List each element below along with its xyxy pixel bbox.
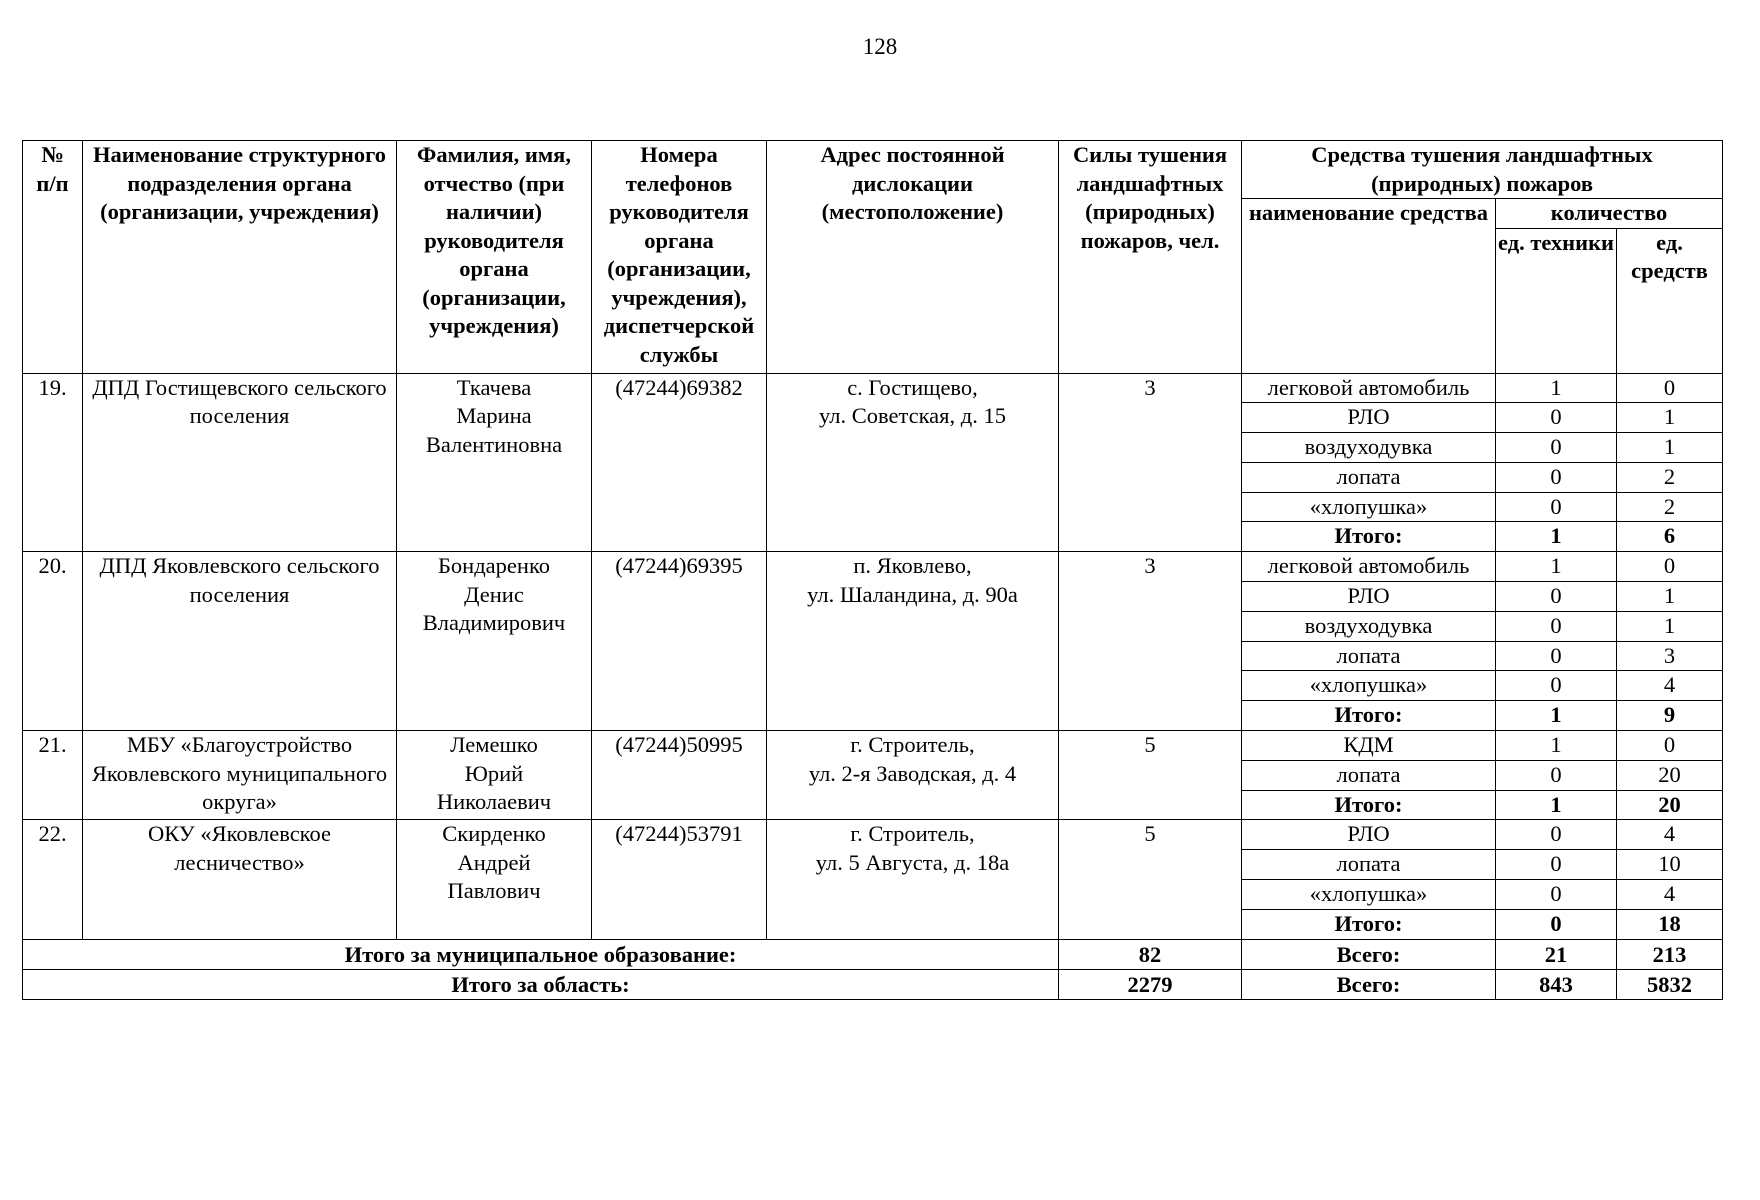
row-number: 19. bbox=[23, 373, 83, 552]
means-units: 3 bbox=[1617, 641, 1723, 671]
page-number: 128 bbox=[862, 34, 898, 59]
total-forces: 82 bbox=[1059, 939, 1242, 969]
fire-means-table bbox=[22, 140, 1723, 1000]
tech-units: 0 bbox=[1496, 462, 1617, 492]
means-name: РЛО bbox=[1242, 403, 1496, 433]
forces-count: 5 bbox=[1059, 731, 1242, 820]
header-name: Наименование структурного подразделения органа (организации, учреждения) bbox=[83, 141, 397, 374]
row-number: 22. bbox=[23, 820, 83, 939]
header-means: Средства тушения ландшафтных (природных) пожаров bbox=[1242, 141, 1723, 199]
tech-units: 0 bbox=[1496, 492, 1617, 522]
table-row bbox=[23, 373, 1723, 403]
phone-number: (47244)53791 bbox=[592, 820, 767, 939]
tech-units: 1 bbox=[1496, 731, 1617, 761]
means-name: Итого: bbox=[1242, 909, 1496, 939]
forces-count: 3 bbox=[1059, 373, 1242, 552]
means-units: 4 bbox=[1617, 671, 1723, 701]
header-means-name: наименование средства bbox=[1242, 199, 1496, 374]
header-num: № п/п bbox=[23, 141, 83, 374]
means-units: 6 bbox=[1617, 522, 1723, 552]
header-quantity: количество bbox=[1496, 199, 1723, 229]
header-address: Адрес постоянной дислокации (местоположение) bbox=[767, 141, 1059, 374]
org-name: МБУ «Благоустройство Яковлевского муниципального округа» bbox=[83, 731, 397, 820]
table-row bbox=[23, 820, 1723, 850]
address: г. Строитель, ул. 2-я Заводская, д. 4 bbox=[767, 731, 1059, 820]
means-units: 1 bbox=[1617, 582, 1723, 612]
address: п. Яковлево, ул. Шаландина, д. 90а bbox=[767, 552, 1059, 731]
means-name: Итого: bbox=[1242, 790, 1496, 820]
means-name: РЛО bbox=[1242, 820, 1496, 850]
means-name: лопата bbox=[1242, 850, 1496, 880]
tech-units: 0 bbox=[1496, 641, 1617, 671]
tech-units: 1 bbox=[1496, 552, 1617, 582]
phone-number: (47244)69382 bbox=[592, 373, 767, 552]
tech-units: 0 bbox=[1496, 909, 1617, 939]
header-units-means: ед. средств bbox=[1617, 228, 1723, 373]
address: с. Гостищево, ул. Советская, д. 15 bbox=[767, 373, 1059, 552]
head-name: Бондаренко Денис Владимирович bbox=[397, 552, 592, 731]
table-row bbox=[23, 552, 1723, 582]
total-means-units: 5832 bbox=[1617, 969, 1723, 999]
table-totals bbox=[23, 939, 1723, 999]
total-tech-units: 21 bbox=[1496, 939, 1617, 969]
org-name: ДПД Гостищевского сельского поселения bbox=[83, 373, 397, 552]
means-name: «хлопушка» bbox=[1242, 492, 1496, 522]
tech-units: 0 bbox=[1496, 880, 1617, 910]
means-units: 10 bbox=[1617, 850, 1723, 880]
means-units: 1 bbox=[1617, 611, 1723, 641]
total-row bbox=[23, 969, 1723, 999]
total-label: Итого за область: bbox=[23, 969, 1059, 999]
means-units: 9 bbox=[1617, 701, 1723, 731]
header-forces: Силы тушения ландшафтных (природных) пожаров, чел. bbox=[1059, 141, 1242, 374]
means-name: легковой автомобиль bbox=[1242, 552, 1496, 582]
tech-units: 1 bbox=[1496, 701, 1617, 731]
tech-units: 0 bbox=[1496, 850, 1617, 880]
table-row bbox=[23, 731, 1723, 761]
means-units: 0 bbox=[1617, 552, 1723, 582]
means-units: 20 bbox=[1617, 760, 1723, 790]
means-units: 4 bbox=[1617, 880, 1723, 910]
header-units-tech: ед. техники bbox=[1496, 228, 1617, 373]
total-label: Итого за муниципальное образование: bbox=[23, 939, 1059, 969]
means-units: 1 bbox=[1617, 433, 1723, 463]
tech-units: 0 bbox=[1496, 611, 1617, 641]
means-name: лопата bbox=[1242, 641, 1496, 671]
address: г. Строитель, ул. 5 Августа, д. 18а bbox=[767, 820, 1059, 939]
means-name: воздуходувка bbox=[1242, 611, 1496, 641]
org-name: ДПД Яковлевского сельского поселения bbox=[83, 552, 397, 731]
head-name: Лемешко Юрий Николаевич bbox=[397, 731, 592, 820]
forces-count: 3 bbox=[1059, 552, 1242, 731]
total-means-name: Всего: bbox=[1242, 939, 1496, 969]
means-name: лопата bbox=[1242, 760, 1496, 790]
total-means-units: 213 bbox=[1617, 939, 1723, 969]
row-number: 21. bbox=[23, 731, 83, 820]
means-name: «хлопушка» bbox=[1242, 671, 1496, 701]
total-forces: 2279 bbox=[1059, 969, 1242, 999]
means-name: лопата bbox=[1242, 462, 1496, 492]
means-name: воздуходувка bbox=[1242, 433, 1496, 463]
forces-count: 5 bbox=[1059, 820, 1242, 939]
means-units: 2 bbox=[1617, 462, 1723, 492]
means-name: «хлопушка» bbox=[1242, 880, 1496, 910]
tech-units: 0 bbox=[1496, 760, 1617, 790]
phone-number: (47244)69395 bbox=[592, 552, 767, 731]
means-units: 0 bbox=[1617, 373, 1723, 403]
head-name: Ткачева Марина Валентиновна bbox=[397, 373, 592, 552]
tech-units: 1 bbox=[1496, 522, 1617, 552]
tech-units: 1 bbox=[1496, 373, 1617, 403]
tech-units: 0 bbox=[1496, 433, 1617, 463]
means-units: 4 bbox=[1617, 820, 1723, 850]
phone-number: (47244)50995 bbox=[592, 731, 767, 820]
means-units: 18 bbox=[1617, 909, 1723, 939]
means-name: легковой автомобиль bbox=[1242, 373, 1496, 403]
means-units: 2 bbox=[1617, 492, 1723, 522]
org-name: ОКУ «Яковлевское лесничество» bbox=[83, 820, 397, 939]
means-name: РЛО bbox=[1242, 582, 1496, 612]
means-units: 1 bbox=[1617, 403, 1723, 433]
tech-units: 1 bbox=[1496, 790, 1617, 820]
head-name: Скирденко Андрей Павлович bbox=[397, 820, 592, 939]
row-number: 20. bbox=[23, 552, 83, 731]
total-row bbox=[23, 939, 1723, 969]
means-name: Итого: bbox=[1242, 522, 1496, 552]
tech-units: 0 bbox=[1496, 820, 1617, 850]
tech-units: 0 bbox=[1496, 582, 1617, 612]
tech-units: 0 bbox=[1496, 671, 1617, 701]
header-head: Фамилия, имя, отчество (при наличии) руководителя органа (организации, учреждения) bbox=[397, 141, 592, 374]
means-units: 20 bbox=[1617, 790, 1723, 820]
means-units: 0 bbox=[1617, 731, 1723, 761]
total-tech-units: 843 bbox=[1496, 969, 1617, 999]
header-phones: Номера телефонов руководителя органа (организации, учреждения), диспетчерской службы bbox=[592, 141, 767, 374]
tech-units: 0 bbox=[1496, 403, 1617, 433]
means-name: Итого: bbox=[1242, 701, 1496, 731]
total-means-name: Всего: bbox=[1242, 969, 1496, 999]
table-body bbox=[23, 373, 1723, 939]
means-name: КДМ bbox=[1242, 731, 1496, 761]
